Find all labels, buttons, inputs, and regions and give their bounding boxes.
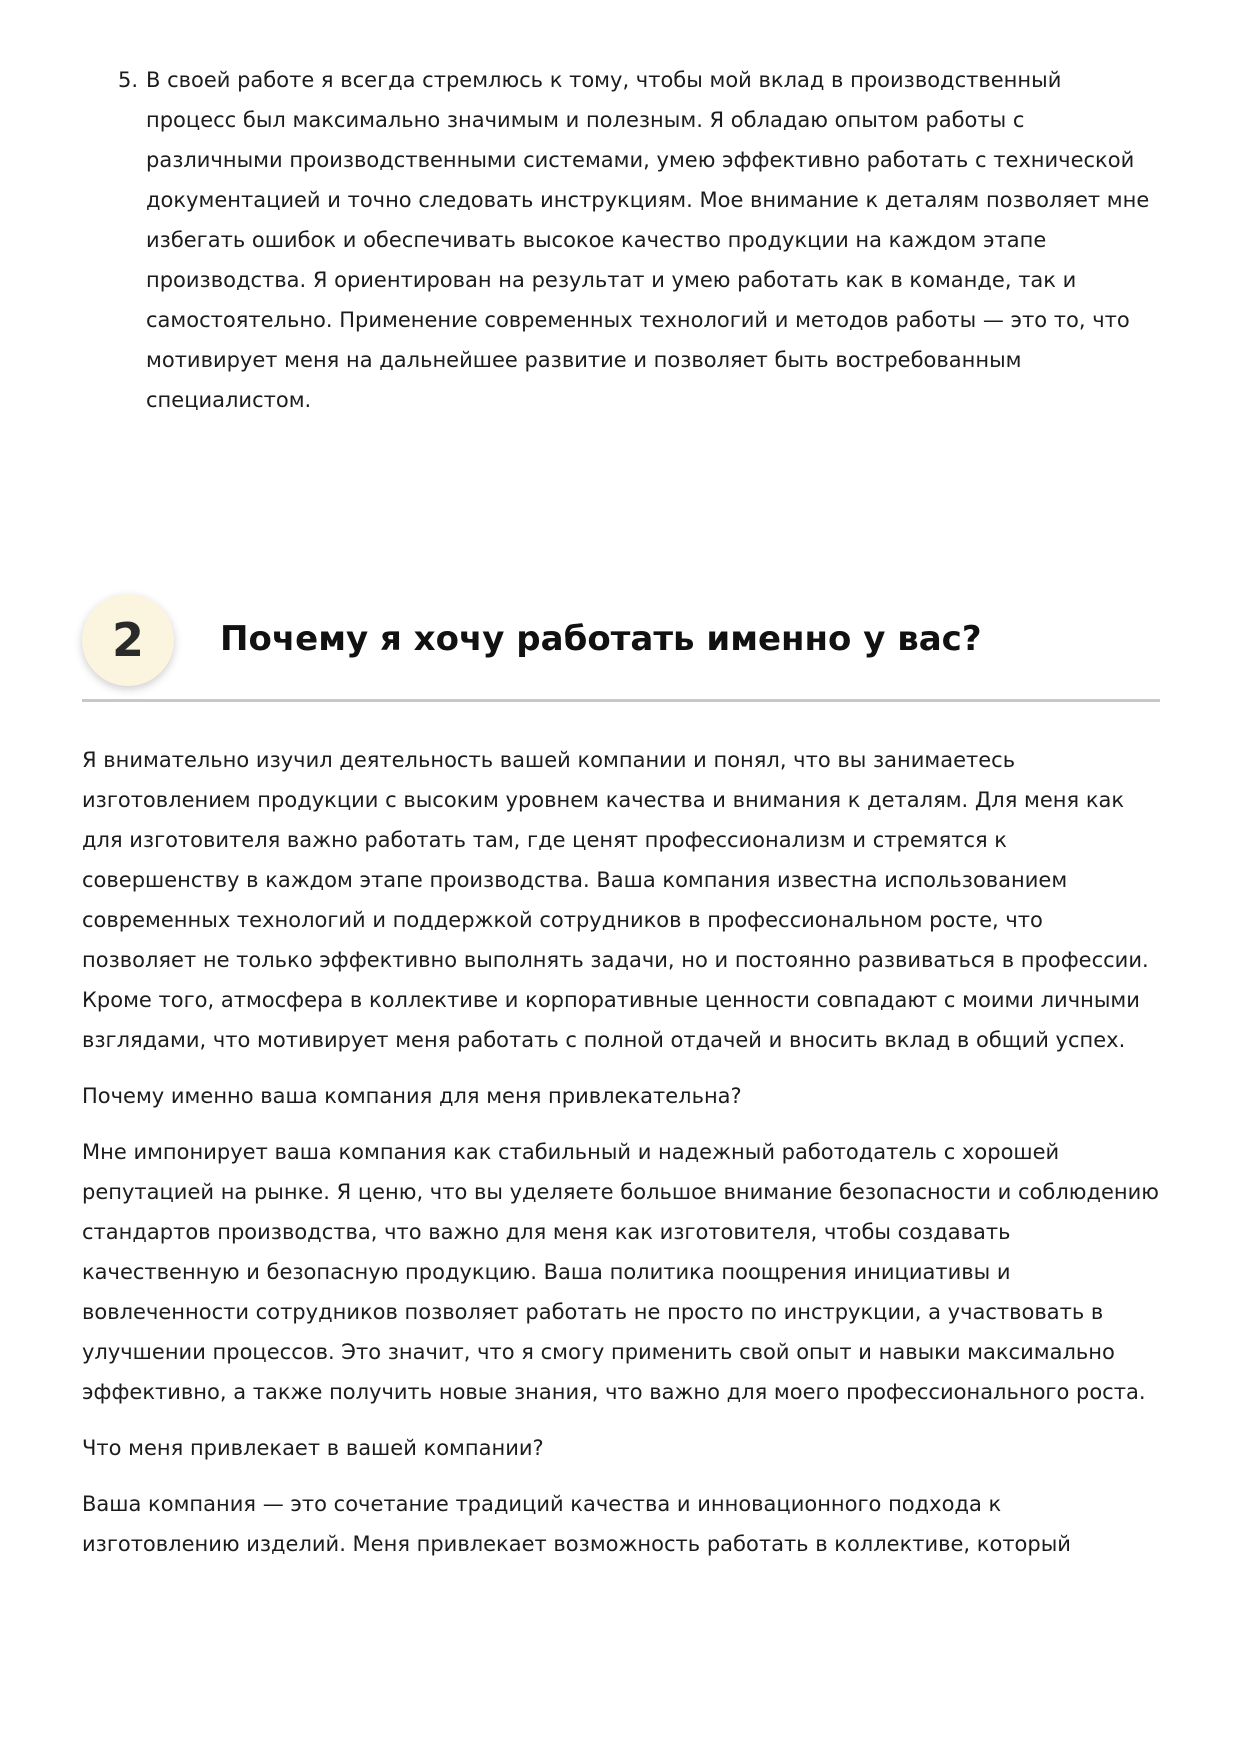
list-item bbox=[118, 60, 1158, 420]
paragraph: Я внимательно изучил деятельность вашей компании и понял, что вы занимаетесь изготовлением продукции с высоким уровнем качества и внимания к деталям. Для меня как для изготовителя важно работать там, где ценят профессионализм и стремятся к совершенству в каждом этапе производства. Ваша компания известна использованием современных технологий и поддержкой сотрудников в профессиональном росте, что позволяет не только эффективно выполнять задачи, но и постоянно развиваться в профессии. Кроме того, атмосфера в коллективе и корпоративные ценности совпадают с моими личными взглядами, что мотивирует меня работать с полной отдачей и вносить вклад в общий успех. bbox=[82, 748, 1149, 1052]
list-item-text: В своей работе я всегда стремлюсь к тому, чтобы мой вклад в производственный процесс был максимально значимым и полезным. Я обладаю опытом работы с различными производственными системами, умею эффективно работать с технической документацией и точно следовать инструкциям. Мое внимание к деталям позволяет мне избегать ошибок и обеспечивать высокое качество продукции на каждом этапе производства. Я ориентирован на результат и умею работать как в команде, так и самостоятельно. Применение современных технологий и методов работы — это то, что мотивирует меня на дальнейшее развитие и позволяет быть востребованным специалистом. bbox=[146, 68, 1150, 412]
section-body bbox=[82, 740, 1162, 1580]
list-item-number: 5. bbox=[118, 68, 139, 92]
section-header bbox=[82, 594, 1160, 702]
section-title: Почему я хочу работать именно у вас? bbox=[220, 619, 982, 659]
paragraph-question: Что меня привлекает в вашей компании? bbox=[82, 1436, 544, 1460]
section-number-badge: 2 bbox=[82, 594, 174, 686]
paragraph: Ваша компания — это сочетание традиций качества и инновационного подхода к изготовлению изделий. Меня привлекает возможность работать в коллективе, который bbox=[82, 1492, 1071, 1556]
paragraph: Мне импонирует ваша компания как стабильный и надежный работодатель с хорошей репутацией на рынке. Я ценю, что вы уделяете большое внимание безопасности и соблюдению стандартов производства, что важно для меня как изготовителя, чтобы создавать качественную и безопасную продукцию. Ваша политика поощрения инициативы и вовлеченности сотрудников позволяет работать не просто по инструкции, а участвовать в улучшении процессов. Это значит, что я смогу применить свой опыт и навыки максимально эффективно, а также получить новые знания, что важно для моего профессионального роста. bbox=[82, 1140, 1159, 1404]
paragraph-question: Почему именно ваша компания для меня привлекательна? bbox=[82, 1084, 742, 1108]
